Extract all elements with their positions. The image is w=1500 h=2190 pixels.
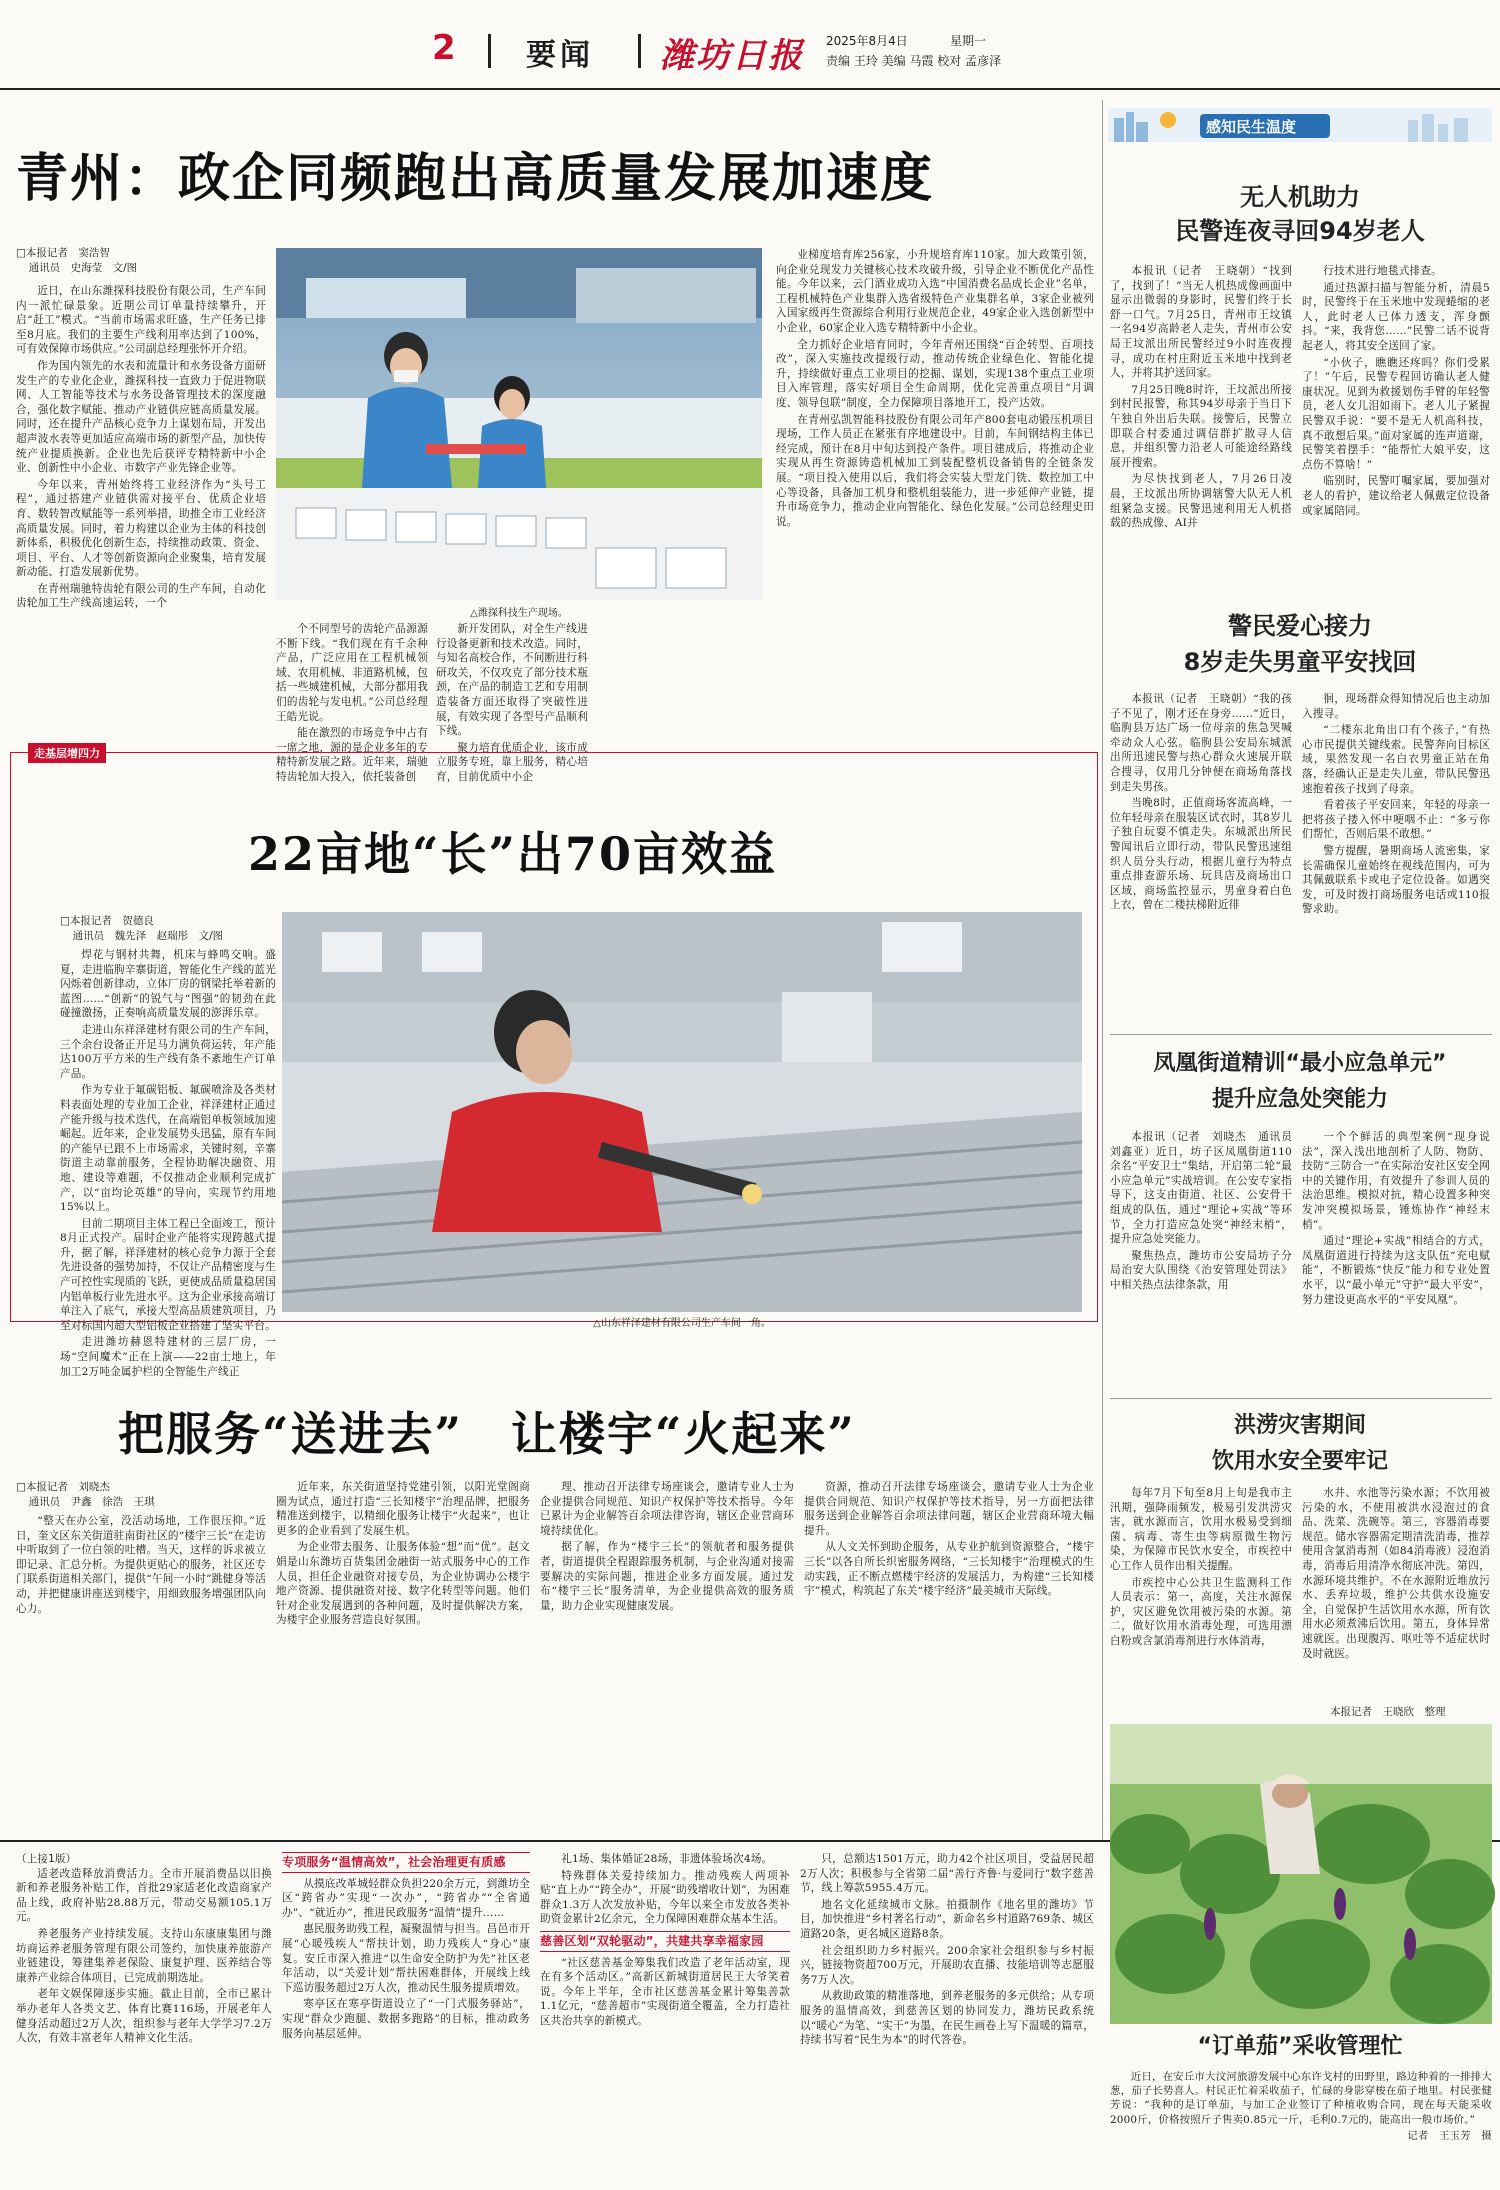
side3-column-1 bbox=[1110, 1130, 1303, 1392]
side5-caption-text bbox=[1110, 2070, 1492, 2127]
paragraph: 聚焦热点，潍坊市公安局坊子分局治安大队围绕《治安管理处罚法》中相关热点法律条款，用 bbox=[1110, 1249, 1292, 1291]
paragraph: 市疾控中心公共卫生监测科工作人员表示：第一，高度，关注水源保护，灾区避免饮用被污染的水源。第二，做好饮用水消毒处理，可选用漂白粉或含氯消毒剂进行水体消毒， bbox=[1110, 1576, 1292, 1647]
side2-column-1 bbox=[1110, 692, 1292, 1018]
paragraph: 在青州弘凯智能科技股份有限公司年产800套电动锻压机项目现场，工作人员正在紧张有序地建设中。目前，车间钢结构主体已经完成，预计在8月中旬达到投产条件。项目建成后，将推动企业实现从再生资源铸造机械加工到装配整机设备销售的全链条发展。“项目投入使用以后，我们将会实装大型龙门铣、数控加工中心等设备，具备加工机身和整机组装能力，进一步延伸产业链，提升市场竞争力，推动企业向智能化、绿色化发展。”公司总经理史田说。 bbox=[776, 413, 1094, 528]
story2-byline-correspondent: 通讯员 魏先泽 赵瑞彤 文/图 bbox=[72, 930, 224, 942]
continued-label: （上接1版） bbox=[16, 1853, 77, 1865]
paragraph: 据了解，作为“楼宇三长”的领航者和服务提供者，街道提供全程跟踪服务机制，与企业沟通对接需要解决的实际问题，推进企业多方面发展。通过发布“楼宇三长”服务清单，为企业提供高效的服务质量，助力企业实现健康发展。 bbox=[540, 1541, 794, 1612]
paragraph: “社区慈善基金筹集我们改造了老年活动室，现在有多个活动区。”高新区新城街道居民王大爷笑着说。今年上半年，全市社区慈善基金累计筹集善款1.1亿元，“慈善超市”实现街道全覆盖，全力打造社区共治共享的新模式。 bbox=[540, 1956, 790, 2027]
paragraph: 目前二期项目主体工程已全面竣工，预计8月正式投产。届时企业产能将实现跨越式提升，据了解，祥泽建材的核心竞争力源于全套先进设备的强势加持，不仅让产品精密度与生产可控性实现质的飞跃，更使成品质量稳居国内铝单板行业先进水平。这为企业承接高端订单注入了底气，承接大型高品质建筑项目，乃至对标国内超大型铝板企业搭建了坚实平台。 bbox=[60, 1217, 276, 1332]
welder-illustration bbox=[282, 912, 1082, 1312]
continued-subhead-2: 慈善区划“双轮驱动”，共建共享幸福家园 bbox=[540, 1931, 790, 1952]
story2-photo-caption: △山东祥泽建材有限公司生产车间一角。 bbox=[593, 1318, 771, 1329]
side1-headline-line2: 民警连夜寻回94岁老人 bbox=[1175, 217, 1425, 245]
side3-column-2 bbox=[1302, 1130, 1490, 1392]
side5-caption bbox=[1110, 2070, 1492, 2180]
side1-column-1 bbox=[1110, 264, 1292, 612]
paragraph: 通过“理论+实战”相结合的方式，凤凰街道进行持续为这支队伍“充电赋能”，不断锻炼“快反”能力和专业处置水平，以“最小单元”守护“最大平安”，努力建设更高水平的“平安凤凰”。 bbox=[1302, 1235, 1490, 1306]
lead-column-4 bbox=[776, 248, 1094, 750]
side3-headline-line1: 凤凰街道精训“最小应急单元” bbox=[1153, 1051, 1447, 1076]
side-divider-1 bbox=[1110, 1034, 1492, 1035]
paragraph: 个不同型号的齿轮产品源源不断下线。“我们现在有千余种产品，广泛应用在工程机械领域、农用机械、非道路机械，包括一些城建机械，大部分都用我们的齿轮与发电机。”公司总经理王皓光说。 bbox=[276, 623, 428, 723]
paragraph: 警方提醒，暑期商场人流密集，家长需确保儿童始终在视线范围内，可为其佩戴联系卡或电子定位设备。如遇突发，可及时拨打商场服务电话或110报警求助。 bbox=[1302, 844, 1490, 916]
lead-photo-factory bbox=[276, 248, 762, 600]
section-name: 要闻 bbox=[526, 38, 594, 73]
paragraph: 一个个鲜活的典型案例“现身说法”，深入浅出地剖析了人防、物防、技防“三防合一”在实际治安社区安全网中的关键作用，有效提升了参训人员的法治思维。模拟对抗，精心设置多种突发冲突模拟场景，锤炼协作“神经末梢”。 bbox=[1302, 1131, 1490, 1231]
side4-column-1 bbox=[1110, 1486, 1292, 1716]
masthead-divider bbox=[488, 34, 491, 68]
paragraph: “二楼东北角出口有个孩子，”有热心市民提供关键线索。民警奔向目标区域，果然发现一名白衣男童正站在角落，经确认正是走失儿童，带队民警迅速抱着孩子找到了母亲。 bbox=[1302, 724, 1490, 795]
continued-col1-text bbox=[16, 1867, 272, 2046]
paragraph: 适老改造释放消费活力。全市开展消费品以旧换新和养老服务补贴工作，首批29家适老化改造商家产品上线，政府补贴28.88万元，带动交易额105.1万元。 bbox=[16, 1867, 272, 1924]
story2-photo-workshop bbox=[282, 912, 1082, 1312]
banner-skyline-icon bbox=[1108, 98, 1492, 148]
paragraph: 全力抓好企业培育同时，今年青州还围绕“百企转型、百项技改”，深入实施技改提级行动，推动传统企业绿色化、智能化提升，持续做好重点工业项目的挖掘、谋划，实现138个重点工业项目入库管理，落实好项目全生命周期，优化完善重点项目“月调度、领导包联”制度，全力保障项目落地开工，投产达效。 bbox=[776, 338, 1094, 409]
side5-headline: “订单茄”采收管理忙 bbox=[1197, 2034, 1403, 2059]
paragraph: 7月25日晚8时许，王坟派出所接到村民报警，称其94岁母亲于当日下午独自外出后失联。接警后，民警立即联合村委通过调信群扩散寻人信息，并组织警力沿老人可能途经路线展开搜索。 bbox=[1110, 383, 1292, 469]
paragraph: 只，总额达1501万元，助力42个社区项目，受益居民超2万人次；积极参与全省第二届“善行齐鲁·与爱同行”数字慈善节，线上筹款5955.4万元。 bbox=[800, 1853, 1094, 1895]
paragraph: 本报讯（记者 刘晓杰 通讯员 刘鑫亚）近日，坊子区凤凰街道110余名“平安卫士”集结，开启第二轮“最小应急单元”实战培训。在公安专家指导下，这支由街道、社区、公安骨干组成的队伍，通过“理论+实战”等环节，全力打造应急处突“神经末梢”，提升应急处突能力。 bbox=[1110, 1131, 1303, 1246]
paragraph: 寒亭区在寒亭街道设立了“一门式服务驿站”，实现“群众少跑腿、数据多跑路”的目标，推动政务服务向基层延伸。 bbox=[282, 1998, 530, 2040]
story2-column-1 bbox=[60, 948, 276, 1378]
paper-name: 潍坊日报 bbox=[660, 36, 804, 76]
paragraph: “小伙子，瞧瞧还疼吗？你们受累了！”午后，民警专程回访确认老人健康状况。见到为救援划伤手臂的年轻警员，老人女儿泪如雨下。老人儿子紧握民警双手说：“要不是无人机高科技，真不敢想后果。”面对家属的连声道谢，民警笑着摆手：“能帮忙大娘平安，这点伤不算啥！” bbox=[1302, 356, 1490, 471]
lead-byline-correspondent: 通讯员 史海莹 文/图 bbox=[28, 262, 138, 274]
masthead bbox=[0, 0, 1500, 80]
side4-headline bbox=[1108, 1408, 1492, 1480]
paragraph: 业梯度培育库256家，小升规培育库110家。加大政策引领，向企业兑现发力关键核心技术攻破升级，引导企业不断优化产品性能。今年以来，云门酒业成功入选“中国消费名品成长企业”名单，工程机械特色产业集群入选省级特色产业集群名单，3家企业被列入国家级再生资源综合利用行业规范企业，49家企业入选创新型中小企业，60家企业入选专精特新中小企业。 bbox=[776, 249, 1094, 334]
side4-headline-line2: 饮用水安全要牢记 bbox=[1211, 1449, 1388, 1474]
paragraph: 地名文化延续城市文脉。拍摄制作《地名里的潍坊》节目，加快推进“乡村著名行动”，新命名乡村道路769条、城区道路20条，更名城区道路8条。 bbox=[800, 1898, 1094, 1940]
story2-headline: 22亩地“长”出70亩效益 bbox=[248, 827, 777, 881]
side2-headline bbox=[1108, 608, 1492, 680]
lead-column-2 bbox=[276, 622, 428, 783]
paragraph: 徊，现场群众得知情况后也主动加入搜寻。 bbox=[1302, 693, 1490, 720]
continued-subhead-1: 专项服务“温情高效”，社会治理更有质感 bbox=[282, 1852, 530, 1873]
lead-column-3 bbox=[436, 622, 588, 783]
paragraph: 本报讯（记者 王晓朝）“找到了，找到了！”当无人机热成像画面中显示出微弱的身影时，民警们终于长舒一口气。7月25日，青州市王坟镇一名94岁高龄老人走失，青州市公安局王坟派出所民警经过9小时连夜搜寻，成功在村庄附近玉米地中找到老人，并将其护送回家。 bbox=[1110, 265, 1292, 380]
side5-photo-credit: 记者 王玉芳 摄 bbox=[1407, 2129, 1492, 2142]
paragraph: 特殊群体关爱持续加力。推动残疾人两项补贴“直上办”“跨全办”，开展“助残增收计划”，为困难群众1.3万人次发放补贴，今年以来全市发放各类补助资金累计2亿余元，全力保障困难群众基本生活。 bbox=[540, 1869, 790, 1926]
paragraph: 礼1场、集体婚证28场，非遗体验场次4场。 bbox=[561, 1853, 773, 1865]
paragraph: 养老服务产业持续发展。支持山东康康集团与潍坊商运养老服务管理有限公司签约，加快康养旅游产业链建设，筹建集养老保险、康复护理、医养结合等康养产业综合体项目，已完成前期选址。 bbox=[16, 1927, 272, 1984]
paragraph: 聚力培育优质企业，该市成立服务专班，靠上服务，精心培育，目前优质中小企 bbox=[436, 741, 588, 783]
side-banner-title: 感知民生温度 bbox=[1206, 118, 1297, 136]
side3-headline bbox=[1108, 1046, 1492, 1118]
continued-col3-text bbox=[540, 1852, 790, 1927]
paragraph: 行技术进行地毯式排查。 bbox=[1323, 265, 1442, 277]
paragraph: 当晚8时，正值商场客流高峰，一位年轻母亲在服装区试衣时，其8岁儿子独自玩耍不慎走失。东城派出所民警闻讯后立即行动，带队民警迅速组织人员分头行动，根据儿童行为特点重点排查游乐场、玩具店及商场出口区域，商场监控显示，男童身着白色上衣，曾在二楼扶梯附近徘 bbox=[1110, 797, 1292, 912]
side1-headline-line1: 无人机助力 bbox=[1240, 183, 1360, 211]
side2-column-2 bbox=[1302, 692, 1490, 1018]
issue-weekday: 星期一 bbox=[950, 34, 987, 48]
paragraph: 从摸底改革城轻群众负担220余万元，到潍坊全区“跨省办”实现“一次办”，“跨省办”“全省通办”、“就近办”，推进民政服务“温情”提升…… bbox=[282, 1877, 530, 1919]
paragraph: 社会组织助力乡村振兴。200余家社会组织参与乡村振兴，链接物资超700万元，开展助农直播、技能培训等志愿服务7万人次。 bbox=[800, 1944, 1094, 1986]
continued-column-3 bbox=[540, 1852, 790, 2176]
continued-column-1 bbox=[16, 1852, 272, 2176]
story3-byline-reporter: □本报记者 刘晓杰 bbox=[16, 1481, 110, 1493]
side3-headline-line2: 提升应急处突能力 bbox=[1211, 1087, 1388, 1112]
paragraph: 在青州瑞驰特齿轮有限公司的生产车间，自动化齿轮加工生产线高速运转，一个 bbox=[16, 582, 266, 610]
paragraph: 惠民服务助残工程，凝聚温情与担当。昌邑市开展“心暖残疾人”帮扶计划，助力残疾人“身心”康复。安丘市深入推进“以生命安全防护为先”社区老年活动，以“关爱计划”帮扶困难群体，开展线上线下巡访服务超过2万人次，推动民生服务提质增效。 bbox=[282, 1923, 530, 1994]
story3-byline-correspondent: 通讯员 尹鑫 徐浩 王琪 bbox=[28, 1496, 155, 1508]
paragraph: 水井、水池等污染水源；不饮用被污染的水，不使用被洪水浸泡过的食品、洗菜、洗碗等。第三，容器消毒要规范。储水容器需定期清洗消毒，推荐使用含氯消毒剂（如84消毒液）浸泡消毒，消毒后用清净水彻底冲洗。第四，水源环境共维护。不在水源附近堆放污水、丢弃垃圾，维护公共供水设施安全，自觉保护生活饮用水水源，所有饮用水必须煮沸后饮用。第五，身体异常速就医。出现腹泻、呕吐等不适症状时及时就医。 bbox=[1302, 1487, 1490, 1660]
paragraph: 从救助政策的精准落地，到养老服务的多元供给；从专项服务的温情高效，到慈善区划的协同发力，潍坊民政系统以“暖心”为笔、“实干”为墨，在民生画卷上写下温暖的篇章，持续书写着“民生为本”的时代答卷。 bbox=[800, 1990, 1094, 2047]
continued-col3b-text bbox=[540, 1956, 790, 2029]
paragraph: 焊花与钢材共舞，机床与蜂鸣交响。盛夏，走进临朐辛寨街道，智能化生产线的蓝光闪烁着创新律动，立体厂房的钢梁托举着新的蓝图……“创新”的锐气与“图强”的韧劲在此碰撞激扬，正奏响高质量发展的澎湃乐章。 bbox=[60, 949, 276, 1020]
paragraph: “整天在办公室，没活动场地，工作很压抑。”近日，奎文区东关街道驻南街社区的“楼宇三长”在走访中听取到了一位白领的吐槽。当天，这样的诉求被立即记录、汇总分析。为提供更贴心的服务，社区还专门联系街道相关部门，提供“午间一小时”跳健身等活动，并把健康讲座送到楼宇，用细致服务增强团队向心力。 bbox=[16, 1515, 266, 1615]
paragraph: 今年以来，青州始终将工业经济作为“头号工程”，通过搭建产业链供需对接平台、优质企业培育、数转智改赋能等一系列举措，助推全市工业经济高质量发展。同时，着力构建以企业为主体的科技创新体系，积极优化创新生态，持续推动政策、资金、项目、平台、人才等创新资源向企业聚集，培育发展新动能、打造发展新优势。 bbox=[16, 478, 266, 579]
lead-photo-caption: △潍探科技生产现场。 bbox=[470, 608, 568, 619]
side1-column-2 bbox=[1302, 264, 1490, 612]
editors-line: 责编 王玲 美编 马霞 校对 孟彦泽 bbox=[826, 54, 1002, 68]
side1-headline bbox=[1108, 180, 1492, 248]
lead-byline bbox=[16, 246, 266, 276]
side2-headline-line1: 警民爱心接力 bbox=[1228, 612, 1372, 640]
factory-workers-illustration bbox=[276, 248, 762, 600]
paragraph: 临别时，民警叮嘱家属，要加强对老人的看护，建议给老人佩戴定位设备或家属陪同。 bbox=[1302, 475, 1490, 517]
tag-label: 走基层增四力 bbox=[28, 743, 106, 763]
story3-column-3 bbox=[540, 1480, 794, 1814]
story3-column-4 bbox=[804, 1480, 1094, 1814]
story2-byline bbox=[60, 914, 280, 944]
column-divider bbox=[1102, 100, 1103, 1840]
continued-column-2 bbox=[282, 1852, 530, 2176]
paragraph: 为尽快找到老人，7月26日凌晨，王坟派出所协调辖警大队无人机组紧急支援。民警迅速利用无人机搭载的热成像、AI并 bbox=[1110, 473, 1292, 530]
story3-headline: 把服务“送进去” 让楼宇“火起来” bbox=[118, 1407, 856, 1461]
paragraph: 近日，在安丘市大汶河旅游发展中心东许戈村的田野里，路边种着的一排排大葱，茄子长势喜人。村民正忙着采收茄子，忙碌的身影穿梭在茄子地里。村民张健芳说：“我种的是订单茄，与加工企业签订了种植收购合同，现在每天能采收2000斤，价格按照斤子售卖0.85元一斤，毛利0.7元的，能高出一般市场价。” bbox=[1110, 2071, 1492, 2126]
lead-byline-reporter: □本报记者 窦浩智 bbox=[16, 247, 110, 259]
paragraph: 资源，推动召开法律专场座谈会，邀请专业人士为企业提供合同规范、知识产权保护等技术指导，另一方面把法律服务送到企业解答百余项法律问题，辖区企业营商环境大幅提升。 bbox=[804, 1481, 1094, 1537]
issue-date: 2025年8月4日 bbox=[826, 34, 908, 48]
side2-headline-line2: 8岁走失男童平安找回 bbox=[1183, 648, 1417, 676]
side4-byline: 本报记者 王晓欣 整理 bbox=[1330, 1706, 1446, 1718]
side-divider-2 bbox=[1110, 1398, 1492, 1399]
story2-byline-reporter: □本报记者 贺德良 bbox=[60, 915, 154, 927]
paragraph: 为企业带去服务、让服务体验“想”而“优”。赵文娟是山东潍坊百货集团金融街一站式服务中心的工作人员，担任企业融资对接专员，为企业协调办公楼宇地产资源、提供融资对接、数字化转型等问题。他们针对企业发展遇到的各种问题，及时提供解决方案，为楼宇企业服务营造良好氛围。 bbox=[276, 1541, 530, 1627]
paragraph: 从人文关怀到助企服务，从专业护航到资源整合，“楼宇三长”以各自所长织密服务网络，“三长知楼宇”治理模式的生动实践，正不断点燃楼宇经济的发展活力，为构建“三长知楼宇”模式，构筑起了东关“楼宇经济”最美城市天际线。 bbox=[804, 1541, 1094, 1598]
story3-column-2 bbox=[276, 1480, 530, 1814]
story3-column-1 bbox=[16, 1514, 266, 1814]
side4-column-2 bbox=[1302, 1486, 1490, 1702]
paragraph: 通过热源扫描与智能分析，清晨5时，民警终于在玉米地中发现蜷缩的老人，此时老人已体力透支，浑身颤抖。“来，我背您……”民警二话不说背起老人，将其安全送回了家。 bbox=[1302, 281, 1490, 352]
lead-column-1 bbox=[16, 284, 266, 750]
paragraph: 每年7月下旬至8月上旬是我市主汛期，强降雨频发，极易引发洪涝灾害，就水源而言，饮用水极易受到细菌、病毒、寄生虫等病原微生物污染，为保障市民饮水安全，市疾控中心工作人员作出相关提醒。 bbox=[1110, 1487, 1292, 1572]
paragraph: 近日，在山东潍探科技股份有限公司，生产车间内一派忙碌景象。近期公司订单量持续攀升，开启“赶工”模式。“当前市场需求旺盛，生产任务已排至8月底。我们的主要生产线利用率达到了100%，可有效保障市场供应。”公司副总经理张怀开介绍。 bbox=[16, 285, 266, 356]
masthead-divider-2 bbox=[638, 34, 641, 68]
paragraph: 本报讯（记者 王晓朝）“我的孩子不见了，刚才还在身旁……”近日，临朐县万达广场一位母亲的焦急哭喊牵动众人心弦。临朐县公安局东城派出所迅速民警与热心群众火速展开联合搜寻，仅用几分钟便在商场角落找到走失男孩。 bbox=[1110, 693, 1292, 793]
page-number: 2 bbox=[432, 28, 456, 68]
lead-headline: 青州：政企同频跑出高质量发展加速度 bbox=[16, 148, 935, 209]
paragraph: 作为专业于氟碳铝板、氟碳喷涂及各类材料表面处理的专业加工企业，祥泽建材正通过产能升级与技术迭代，在高端铝单板领域加速崛起。近年来，企业发展势头迅猛，原有车间的产能早已跟不上市场需求，关键时刻，辛寨街道主动靠前服务，全程协助解决融资、用地、建设等难题，不仅推动企业顺利完成扩产，以“亩均论英雄”的导向，实现节约用地15%以上。 bbox=[60, 1084, 276, 1214]
paragraph: 近年来，东关街道坚持党建引领，以阳光堂阁商圈为试点，通过打造“三长知楼宇”治理品牌，把服务精准送到楼宇，以精细化服务让楼宇“火起来”，也让更多的企业看到了发展生机。 bbox=[276, 1481, 530, 1537]
eggplant-field-illustration bbox=[1110, 1724, 1492, 2024]
paragraph: 作为国内领先的水表和流量计和水务设备方面研发生产的专业化企业，潍探科技一直致力于促进物联网、人工智能等技术与水务设备管理技术的深度融合，强化数字赋能、推动产业链供应链高质量发展。同时，还在提升产品核心竞争力上谋划布局，开发出超声波水表等更加适应高端市场的新型产品，加快传统产业提质换新。企业也先后获评专精特新中小企业、创新性中小企业、市数字产业先锋企业等。 bbox=[16, 359, 266, 475]
continued-col2-text bbox=[282, 1877, 530, 2042]
paragraph: 理、推动召开法律专场座谈会，邀请专业人士为企业提供合同规范、知识产权保护等技术指导。今年已累计为企业解答百余项法律咨询，辖区企业营商环境持续优化。 bbox=[540, 1481, 794, 1537]
continued-column-4 bbox=[800, 1852, 1094, 2176]
paragraph: 能在激烈的市场竞争中占有一席之地，源的是企业多年的专精特新发展之路。近年来，瑞驰特齿轮加大投入，依托装备创 bbox=[276, 727, 428, 783]
side-banner bbox=[1108, 98, 1492, 148]
side4-headline-line1: 洪涝灾害期间 bbox=[1233, 1413, 1366, 1438]
paragraph: 看着孩子平安回来，年轻的母亲一把将孩子搂入怀中哽咽不止：“多亏你们帮忙，否则后果不敢想。” bbox=[1302, 799, 1490, 841]
paragraph: 走进山东祥泽建材有限公司的生产车间，三个余台设备正开足马力满负荷运转，年产能达100万平方米的生产线有条不紊地生产订单产品。 bbox=[60, 1023, 276, 1080]
side5-photo-eggplant bbox=[1110, 1724, 1492, 2024]
paragraph: 走进潍坊赫恩特建材的三层厂房，一场“空间魔术”正在上演——22亩土地上，年加工2万吨金属护栏的全智能生产线正 bbox=[60, 1336, 276, 1378]
story3-byline bbox=[16, 1480, 266, 1510]
story2-tag bbox=[28, 742, 106, 763]
masthead-rule bbox=[0, 88, 1500, 90]
paragraph: 老年文娱保障逐步实施。截止目前，全市已累计举办老年人各类文艺、体育比赛116场，开展老年人健身活动超过2万人次，组织参与老年大学学习7.2万人次，有效丰富老年人精神文化生活。 bbox=[16, 1988, 272, 2045]
paragraph: 新开发团队，对全生产线进行设备更新和技术改造。同时，与知名高校合作，不间断进行科研攻关，不仅攻克了部分技术瓶颈，在产品的制造工艺和专用制造装备方面还取得了突破性进展，有效实现了各型号产品顺利下线。 bbox=[436, 623, 588, 738]
